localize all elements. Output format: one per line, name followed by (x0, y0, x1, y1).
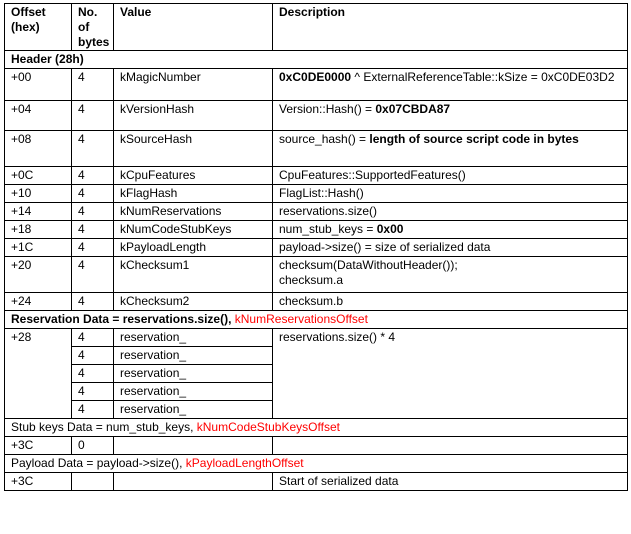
section-title-header: Header (28h) (5, 51, 628, 69)
table-row (5, 167, 628, 185)
offset-cell: +0C (5, 167, 72, 185)
description-cell: Start of serialized data (273, 473, 628, 491)
bytes-cell: 4 (72, 383, 114, 401)
value-cell: reservation_ (114, 401, 273, 419)
section-offset-constant: kNumCodeStubKeysOffset (196, 420, 340, 434)
description-cell: reservations.size() * 4 (273, 329, 628, 419)
description-cell (273, 221, 628, 239)
offset-cell: +1C (5, 239, 72, 257)
bytes-cell (72, 473, 114, 491)
description-bold: 0xC0DE0000 (279, 70, 352, 84)
offset-cell: +3C (5, 437, 72, 455)
table-row (5, 239, 628, 257)
offset-cell: +24 (5, 293, 72, 311)
bytes-cell: 4 (72, 401, 114, 419)
value-cell: kFlagHash (114, 185, 273, 203)
value-cell: kNumCodeStubKeys (114, 221, 273, 239)
table-row (5, 101, 628, 131)
value-cell: kVersionHash (114, 101, 273, 131)
offset-cell (5, 365, 72, 383)
description-line: checksum(DataWithoutHeader()); (279, 258, 458, 272)
offset-cell: +00 (5, 69, 72, 101)
section-title-reservation (5, 311, 628, 329)
description-text: ^ ExternalReferenceTable::kSize = 0xC0DE03D2 (351, 70, 615, 84)
section-row-reservation (5, 311, 628, 329)
table-row (5, 473, 628, 491)
description-line: checksum.a (279, 273, 344, 287)
bytes-cell: 4 (72, 131, 114, 167)
col-header-description: Description (273, 4, 628, 51)
bytes-cell: 4 (72, 221, 114, 239)
value-cell: kPayloadLength (114, 239, 273, 257)
bytes-cell: 4 (72, 69, 114, 101)
offset-cell: +3C (5, 473, 72, 491)
column-header-row (5, 4, 628, 51)
bytes-cell: 4 (72, 101, 114, 131)
offset-cell: +28 (5, 329, 72, 347)
section-title-stub-keys (5, 419, 628, 437)
bytes-cell: 4 (72, 365, 114, 383)
section-offset-constant: kPayloadLengthOffset (185, 456, 304, 470)
table-row (5, 203, 628, 221)
value-cell: kChecksum1 (114, 257, 273, 293)
value-cell: kMagicNumber (114, 69, 273, 101)
bytes-cell: 4 (72, 293, 114, 311)
offset-cell (5, 383, 72, 401)
section-title-text: Reservation Data = reservations.size(), (11, 312, 235, 326)
bytes-cell: 4 (72, 257, 114, 293)
section-row-payload (5, 455, 628, 473)
description-cell: checksum.b (273, 293, 628, 311)
value-cell: kSourceHash (114, 131, 273, 167)
bytes-cell: 4 (72, 167, 114, 185)
value-cell: reservation_ (114, 383, 273, 401)
table-row (5, 185, 628, 203)
bytes-cell: 0 (72, 437, 114, 455)
description-bold: 0x00 (376, 222, 404, 236)
offset-cell: +18 (5, 221, 72, 239)
value-cell (114, 473, 273, 491)
bytes-cell: 4 (72, 185, 114, 203)
value-cell: reservation_ (114, 347, 273, 365)
table-row (5, 437, 628, 455)
bytes-cell: 4 (72, 203, 114, 221)
col-header-offset: Offset (hex) (5, 4, 72, 51)
description-cell: FlagList::Hash() (273, 185, 628, 203)
offset-cell: +20 (5, 257, 72, 293)
section-title-text: Payload Data = payload->size(), (11, 456, 186, 470)
bytes-cell: 4 (72, 239, 114, 257)
table-row (5, 257, 628, 293)
description-cell (273, 101, 628, 131)
description-cell (273, 131, 628, 167)
offset-cell (5, 401, 72, 419)
col-header-value: Value (114, 4, 273, 51)
bytes-cell: 4 (72, 329, 114, 347)
header-layout-table (4, 3, 628, 491)
value-cell: reservation_ (114, 329, 273, 347)
offset-cell: +08 (5, 131, 72, 167)
value-cell: kCpuFeatures (114, 167, 273, 185)
description-cell (273, 437, 628, 455)
value-cell (114, 437, 273, 455)
section-offset-constant: kNumReservationsOffset (234, 312, 368, 326)
description-text: source_hash() = (279, 132, 370, 146)
col-header-bytes: No. of bytes (72, 4, 114, 51)
section-row-stub-keys (5, 419, 628, 437)
description-cell (273, 257, 628, 293)
description-text: Version::Hash() = (279, 102, 376, 116)
section-row-header (5, 51, 628, 69)
value-cell: kChecksum2 (114, 293, 273, 311)
section-title-payload (5, 455, 628, 473)
value-cell: reservation_ (114, 365, 273, 383)
value-cell: kNumReservations (114, 203, 273, 221)
section-title-text: Stub keys Data = num_stub_keys, (11, 420, 197, 434)
table-row (5, 221, 628, 239)
table-row (5, 293, 628, 311)
description-bold: length of source script code in bytes (369, 132, 579, 146)
table-row (5, 329, 628, 347)
description-cell: reservations.size() (273, 203, 628, 221)
offset-cell: +10 (5, 185, 72, 203)
offset-cell: +14 (5, 203, 72, 221)
offset-cell (5, 347, 72, 365)
description-cell (273, 69, 628, 101)
bytes-cell: 4 (72, 347, 114, 365)
description-bold: 0x07CBDA87 (375, 102, 451, 116)
offset-cell: +04 (5, 101, 72, 131)
description-cell: CpuFeatures::SupportedFeatures() (273, 167, 628, 185)
description-text: num_stub_keys = (279, 222, 377, 236)
description-cell: payload->size() = size of serialized data (273, 239, 628, 257)
table-row (5, 69, 628, 101)
table-row (5, 131, 628, 167)
